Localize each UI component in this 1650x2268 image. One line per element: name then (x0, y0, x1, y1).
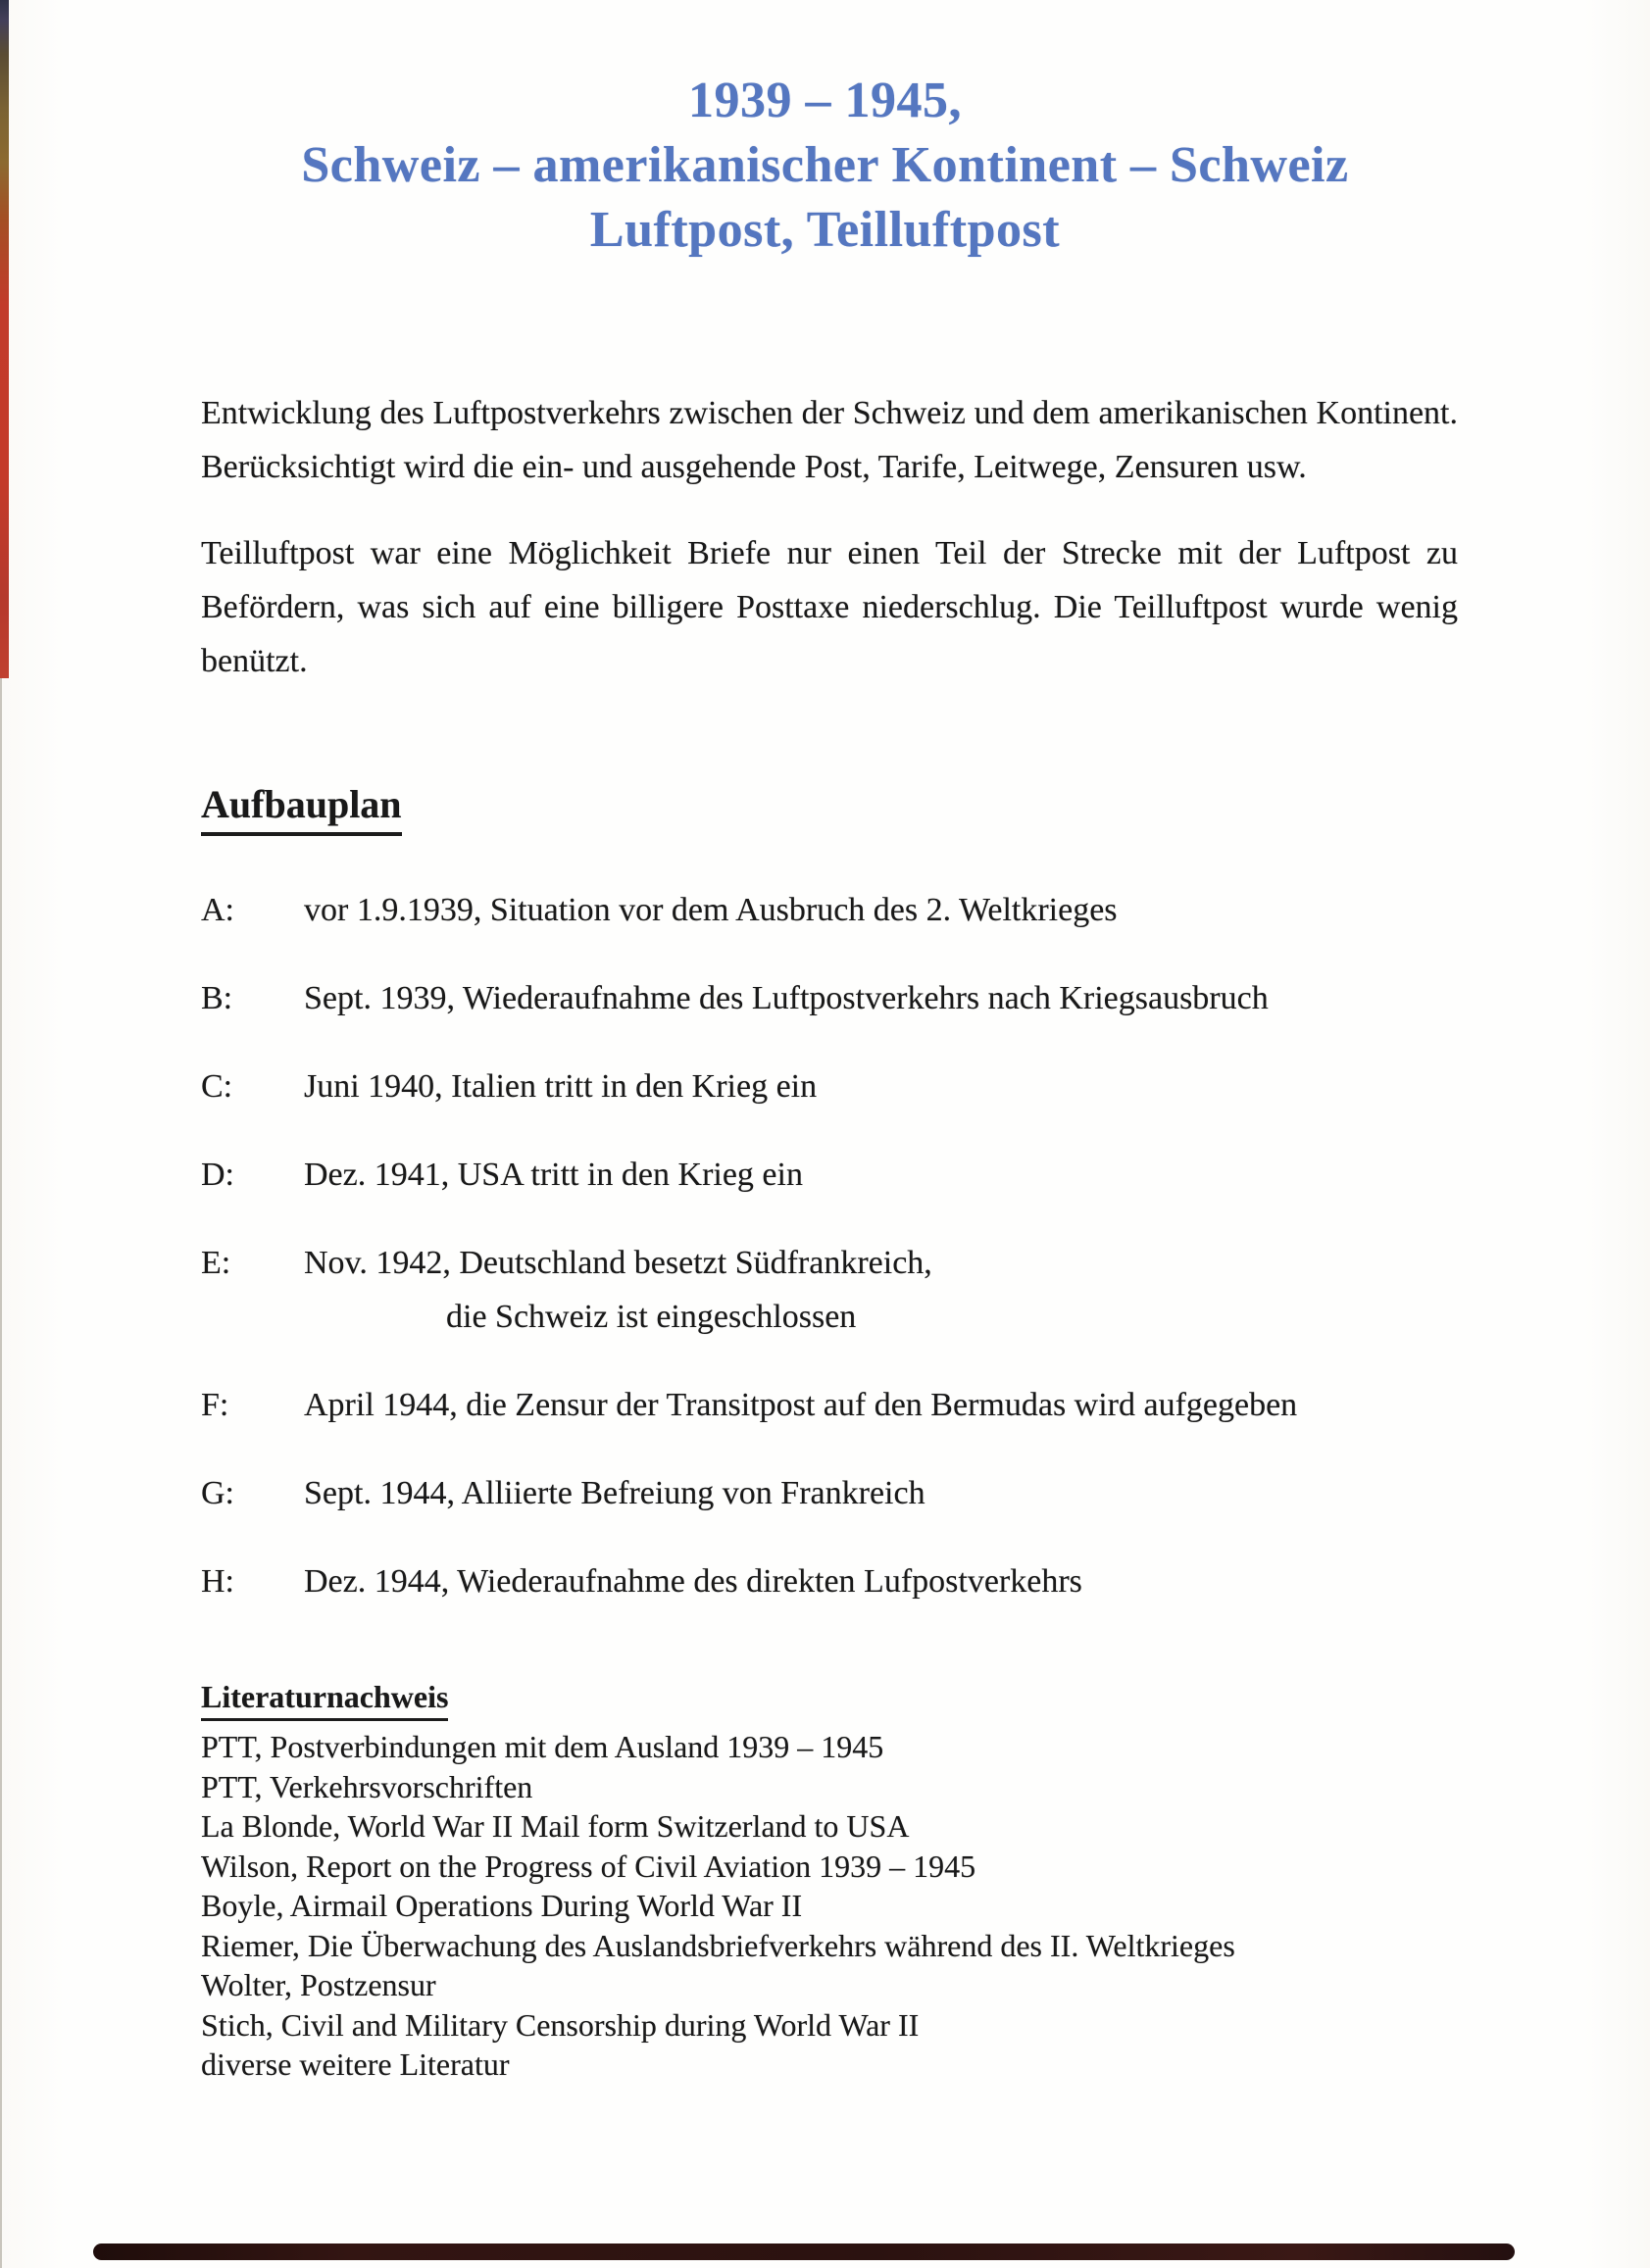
plan-item-key: G: (201, 1475, 234, 1511)
plan-item-key: F: (201, 1387, 229, 1423)
plan-list (201, 883, 1475, 1608)
plan-item-e (201, 1236, 1475, 1344)
plan-item-key: H: (201, 1563, 234, 1600)
plan-item-key: E: (201, 1245, 231, 1281)
left-edge-scan-stripe (0, 0, 9, 678)
plan-item-text-line2: die Schweiz ist eingeschlossen (446, 1299, 857, 1335)
bibliography-entry: Wolter, Postzensur (201, 1967, 436, 2002)
plan-item-text-line1: Nov. 1942, Deutschland besetzt Südfrankreich, (304, 1245, 932, 1281)
title-line-years: 1939 – 1945, (688, 73, 962, 128)
plan-item-f (201, 1378, 1475, 1432)
plan-item-text: Dez. 1944, Wiederaufnahme des direkten Lufpostverkehrs (304, 1563, 1082, 1600)
title-line-route: Schweiz – amerikanischer Kontinent – Schweiz (301, 137, 1349, 193)
plan-item-text: Sept. 1944, Alliierte Befreiung von Frankreich (304, 1475, 925, 1511)
section-heading-text: Aufbauplan (201, 781, 402, 836)
bibliography-heading-text: Literaturnachweis (201, 1677, 448, 1721)
plan-item-b (201, 971, 1475, 1025)
plan-item-key: D: (201, 1157, 234, 1193)
bibliography-entry: La Blonde, World War II Mail form Switzerland to USA (201, 1808, 910, 1844)
plan-item-text: vor 1.9.1939, Situation vor dem Ausbruch des 2. Weltkrieges (304, 892, 1118, 928)
bibliography-entry: diverse weitere Literatur (201, 2046, 510, 2082)
plan-item-text: Sept. 1939, Wiederaufnahme des Luftpostverkehrs nach Kriegsausbruch (304, 980, 1269, 1016)
section-heading-aufbauplan (201, 781, 1650, 836)
intro-paragraph-1: Entwicklung des Luftpostverkehrs zwischen der Schweiz und dem amerikanischen Kontinent. Berücksichtigt wird die ein- und ausgehende Post, Tarife, Leitwege, Zensuren usw. (201, 395, 1458, 485)
bibliography-entry: Riemer, Die Überwachung des Auslandsbriefverkehrs während des II. Weltkrieges (201, 1927, 1235, 1963)
plan-item-key: A: (201, 892, 234, 928)
bibliography-section (201, 1677, 1525, 2085)
bibliography-list (201, 1727, 1525, 2085)
bibliography-entry: PTT, Verkehrsvorschriften (201, 1768, 533, 1804)
plan-item-text: Dez. 1941, USA tritt in den Krieg ein (304, 1157, 803, 1193)
plan-item-c (201, 1060, 1475, 1113)
plan-item-text (304, 1236, 1475, 1344)
left-edge-scan-line (0, 678, 2, 2268)
plan-item-d (201, 1148, 1475, 1202)
plan-item-h (201, 1554, 1475, 1608)
bibliography-entry: Boyle, Airmail Operations During World War II (201, 1888, 803, 1923)
bottom-edge-scan-bar (93, 2243, 1515, 2260)
plan-item-text: April 1944, die Zensur der Transitpost auf den Bermudas wird aufgegeben (304, 1387, 1298, 1423)
plan-item-a (201, 883, 1475, 937)
plan-item-text: Juni 1940, Italien tritt in den Krieg ein (304, 1068, 818, 1105)
plan-item-key: B: (201, 980, 233, 1016)
intro-paragraph-2: Teilluftpost war eine Möglichkeit Briefe nur einen Teil der Strecke mit der Luftpost zu Befördern, was sich auf eine billigere Posttaxe niederschlug. Die Teilluftpost wurde wenig benützt. (201, 535, 1458, 679)
title-line-subject: Luftpost, Teilluftpost (589, 202, 1061, 258)
bibliography-entry: Wilson, Report on the Progress of Civil Aviation 1939 – 1945 (201, 1848, 976, 1884)
bibliography-entry: PTT, Postverbindungen mit dem Ausland 1939 – 1945 (201, 1729, 884, 1764)
document-title (0, 0, 1650, 263)
plan-item-key: C: (201, 1068, 233, 1105)
bibliography-entry: Stich, Civil and Military Censorship during World War II (201, 2006, 920, 2043)
plan-item-g (201, 1466, 1475, 1520)
bibliography-heading (201, 1677, 1525, 1721)
